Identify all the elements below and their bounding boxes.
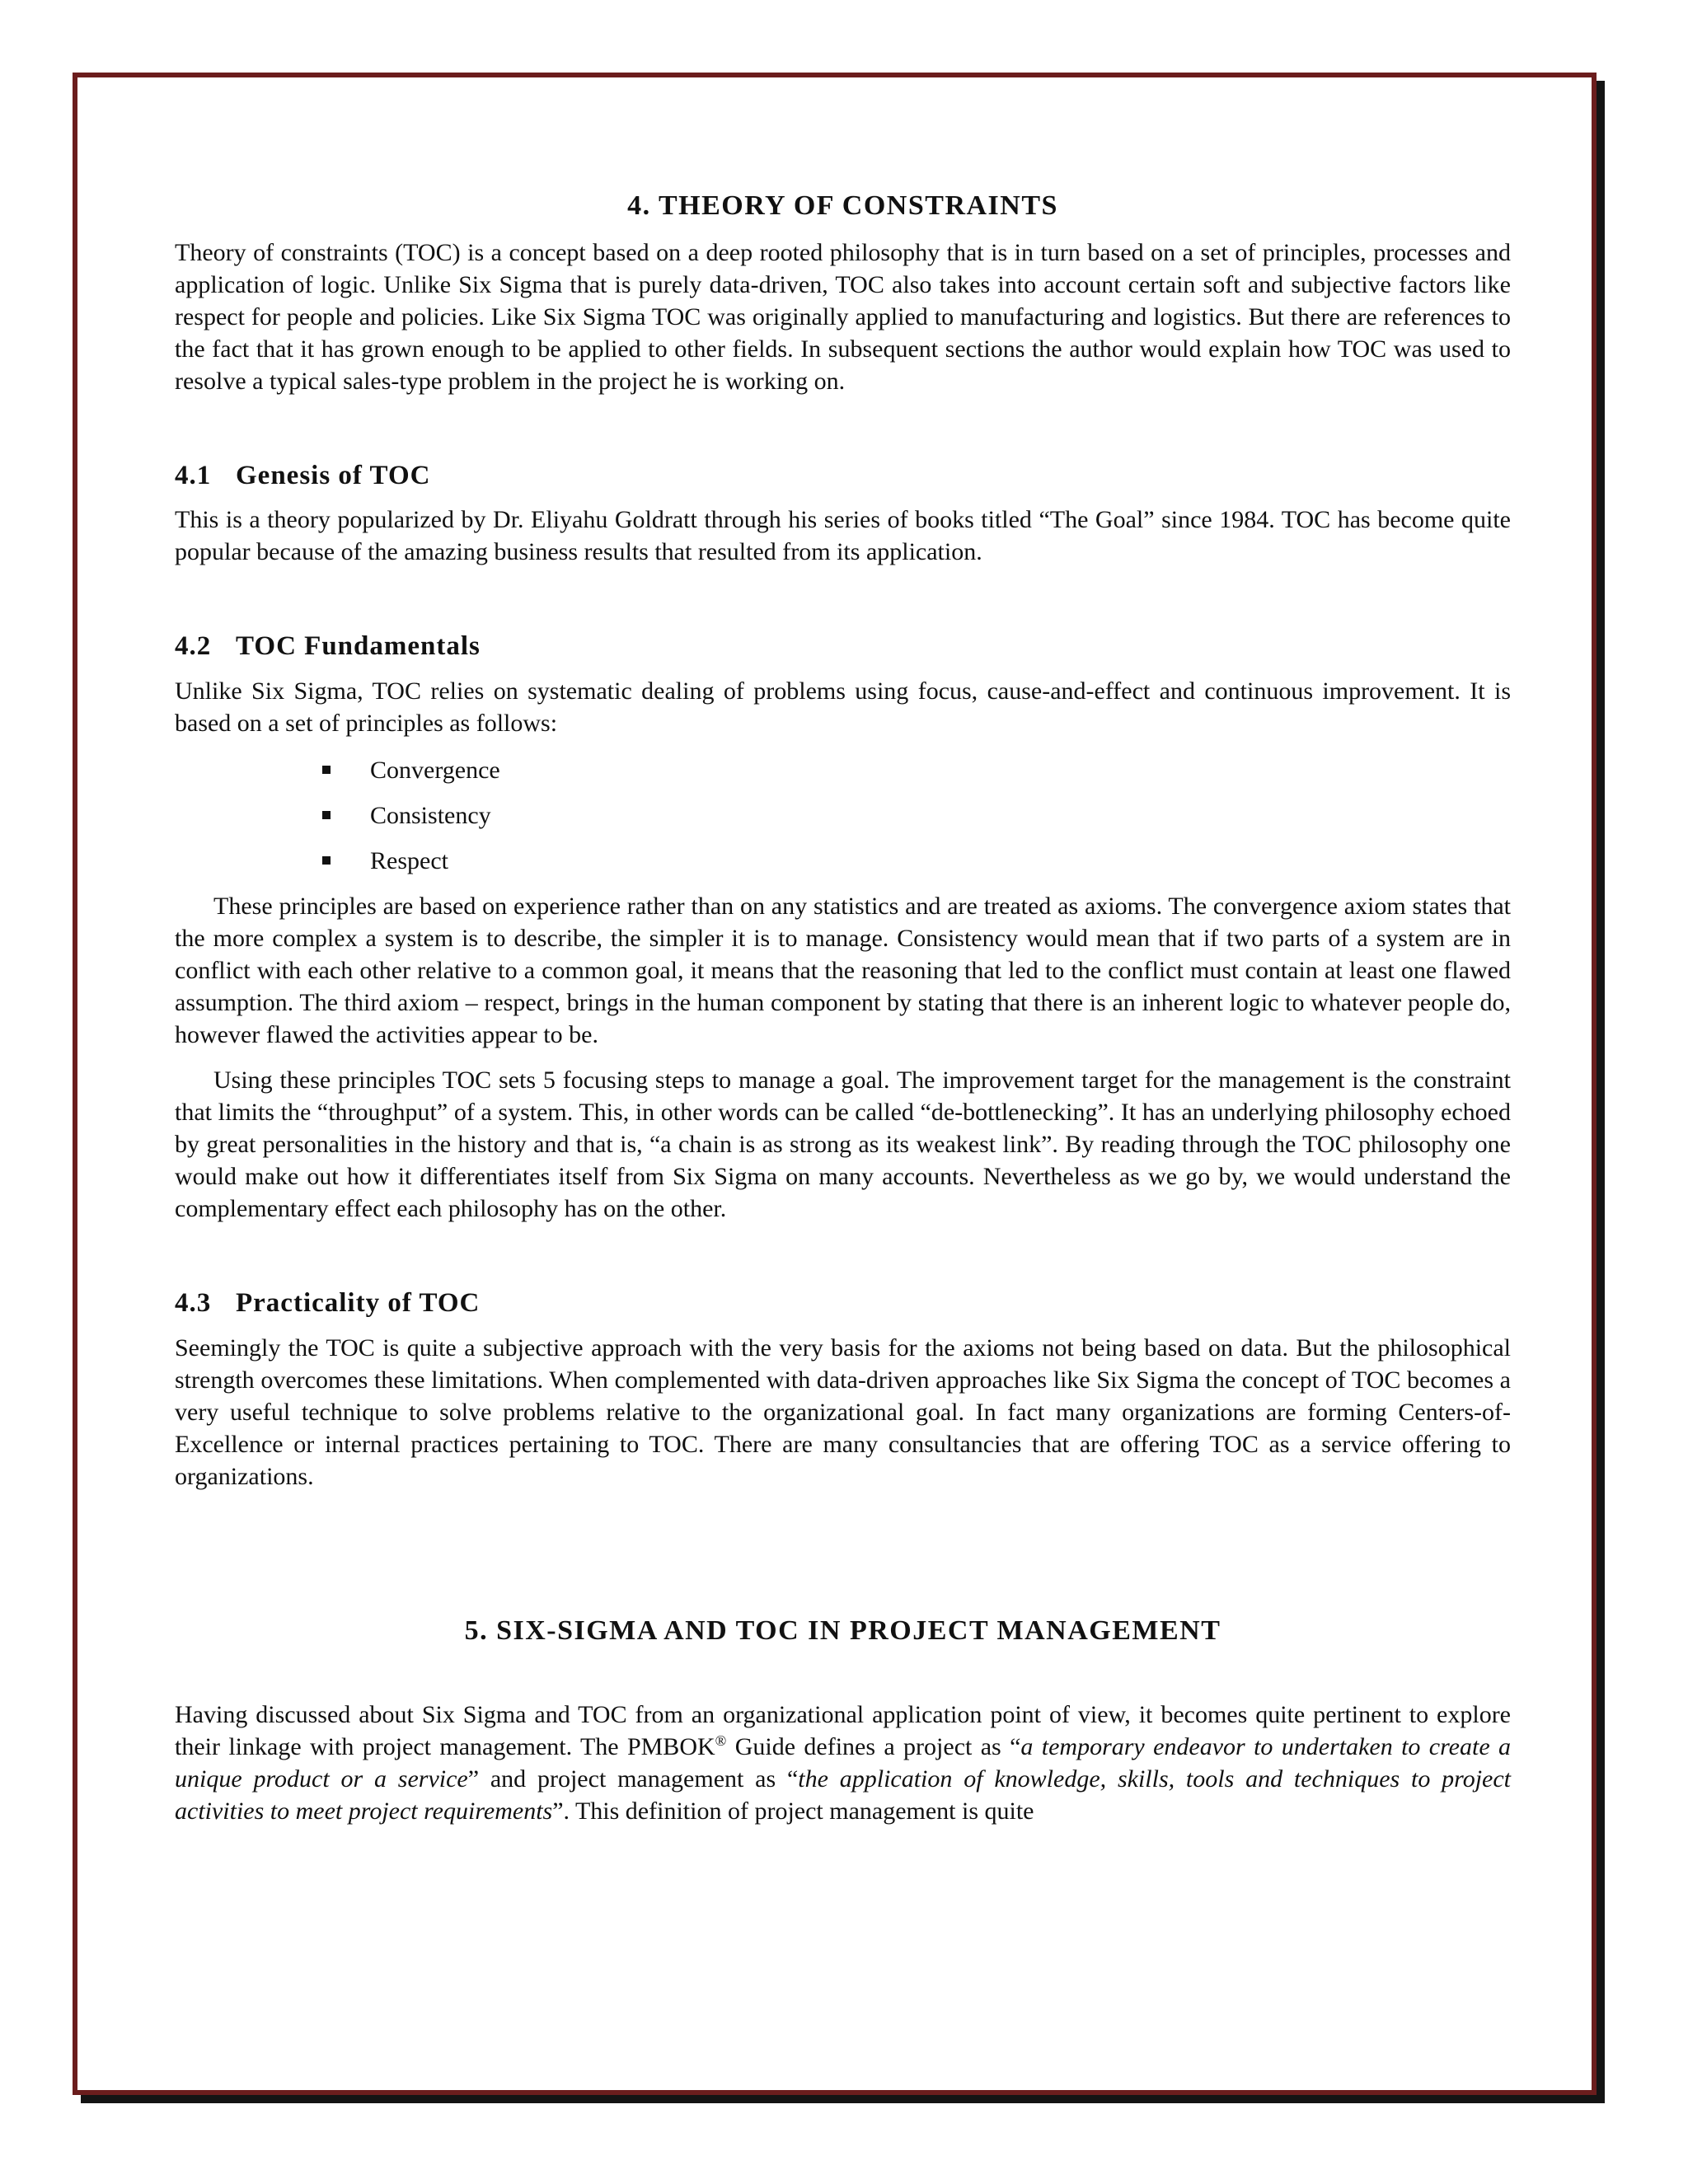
section-5-body: Having discussed about Six Sigma and TOC from an organizational application point of view, it becomes quite pertinent to explore their linkage with project management. The PMBOK® Guide defines a project as “a temporary endeavor to undertaken to create a unique product or a service” and project management as “the application of knowledge, skills, tools and techniques to project activities to meet project requirements”. This definition of project management is quite [175, 1701, 1512, 1825]
subsection-4-1-title [175, 460, 1511, 493]
subsection-heading: Genesis of TOC [236, 460, 431, 490]
subsection-heading: TOC Fundamentals [236, 631, 481, 662]
subsection-4-2-title [175, 630, 1511, 663]
section-5-title: 5. SIX-SIGMA AND TOC IN PROJECT MANAGEMENT [464, 1615, 1221, 1646]
subsection-number: 4.3 [175, 1287, 212, 1318]
focusing-steps-paragraph: Using these principles TOC sets 5 focusing steps to manage a goal. The improvement target for the management is the constraint that limits the “throughput” of a system. This, in other words can be called “de-bottlenecking”. It has an underlying philosophy echoed by great personalities in the history and that is, “a chain is as strong as its weakest link”. By reading through the TOC philosophy one would make out how it differentiates itself from Six Sigma on many accounts. Nevertheless as we go by, we would understand the complementary effect each philosophy has on the other. [175, 1066, 1511, 1222]
section-4-intro: Theory of constraints (TOC) is a concept based on a deep rooted philosophy that is in turn based on a set of principles, processes and application of logic. Unlike Six Sigma that is purely data-driven, TOC also takes into account certain soft and subjective factors like respect for people and policies. Like Six Sigma TOC was originally applied to manufacturing and logistics. But there are references to the fact that it has grown enough to be applied to other fields. In subsequent sections the author would explain how TOC was used to resolve a typical sales-type problem in the project he is working on. [175, 238, 1511, 395]
subsection-number: 4.1 [175, 460, 212, 490]
principles-list [175, 754, 1511, 877]
subsection-4-3-body: Seemingly the TOC is quite a subjective approach with the very basis for the axioms not being based on data. But the philosophical strength overcomes these limitations. When complemented with data-driven approaches like Six Sigma the concept of TOC becomes a very useful technique to solve problems relative to the organizational goal. In fact many organizations are forming Centers-of-Excellence or internal practices pertaining to TOC. There are many consultancies that are offering TOC as a service offering to organizations. [175, 1333, 1511, 1490]
square-bullet-icon [322, 856, 331, 865]
square-bullet-icon [322, 811, 331, 819]
subsection-4-3-title [175, 1287, 1511, 1320]
project-management-definition-quote: the application of knowledge, skills, tools and techniques to project activities to meet project requirements [175, 1765, 1512, 1825]
list-item: Consistency [322, 799, 1511, 832]
subsection-number: 4.2 [175, 631, 212, 662]
subsection-4-1-body: This is a theory popularized by Dr. Eliyahu Goldratt through his series of books titled “The Goal” since 1984. TOC has become quite popular because of the amazing business results that resulted from its application. [175, 506, 1511, 566]
list-item: Respect [322, 845, 1511, 877]
project-definition-quote: a temporary endeavor to undertaken to create a unique product or a service [175, 1733, 1512, 1793]
section-4-title: 4. THEORY OF CONSTRAINTS [627, 190, 1058, 221]
subsection-heading: Practicality of TOC [236, 1287, 481, 1318]
registered-mark: ® [715, 1732, 727, 1750]
document-content [175, 190, 1511, 1827]
subsection-4-2-body: Unlike Six Sigma, TOC relies on systematic dealing of problems using focus, cause-and-effect and continuous improvement. It is based on a set of principles as follows: [175, 677, 1511, 737]
square-bullet-icon [322, 766, 331, 774]
list-item: Convergence [322, 754, 1511, 786]
axioms-paragraph: These principles are based on experience rather than on any statistics and are treated as axioms. The convergence axiom states that the more complex a system is to describe, the simpler it is to manage. Consistency would mean that if two parts of a system are in conflict with each other relative to a common goal, it means that the reasoning that led to the conflict must contain at least one flawed assumption. The third axiom – respect, brings in the human component by stating that there is an inherent logic to whatever people do, however flawed the activities appear to be. [175, 892, 1511, 1048]
